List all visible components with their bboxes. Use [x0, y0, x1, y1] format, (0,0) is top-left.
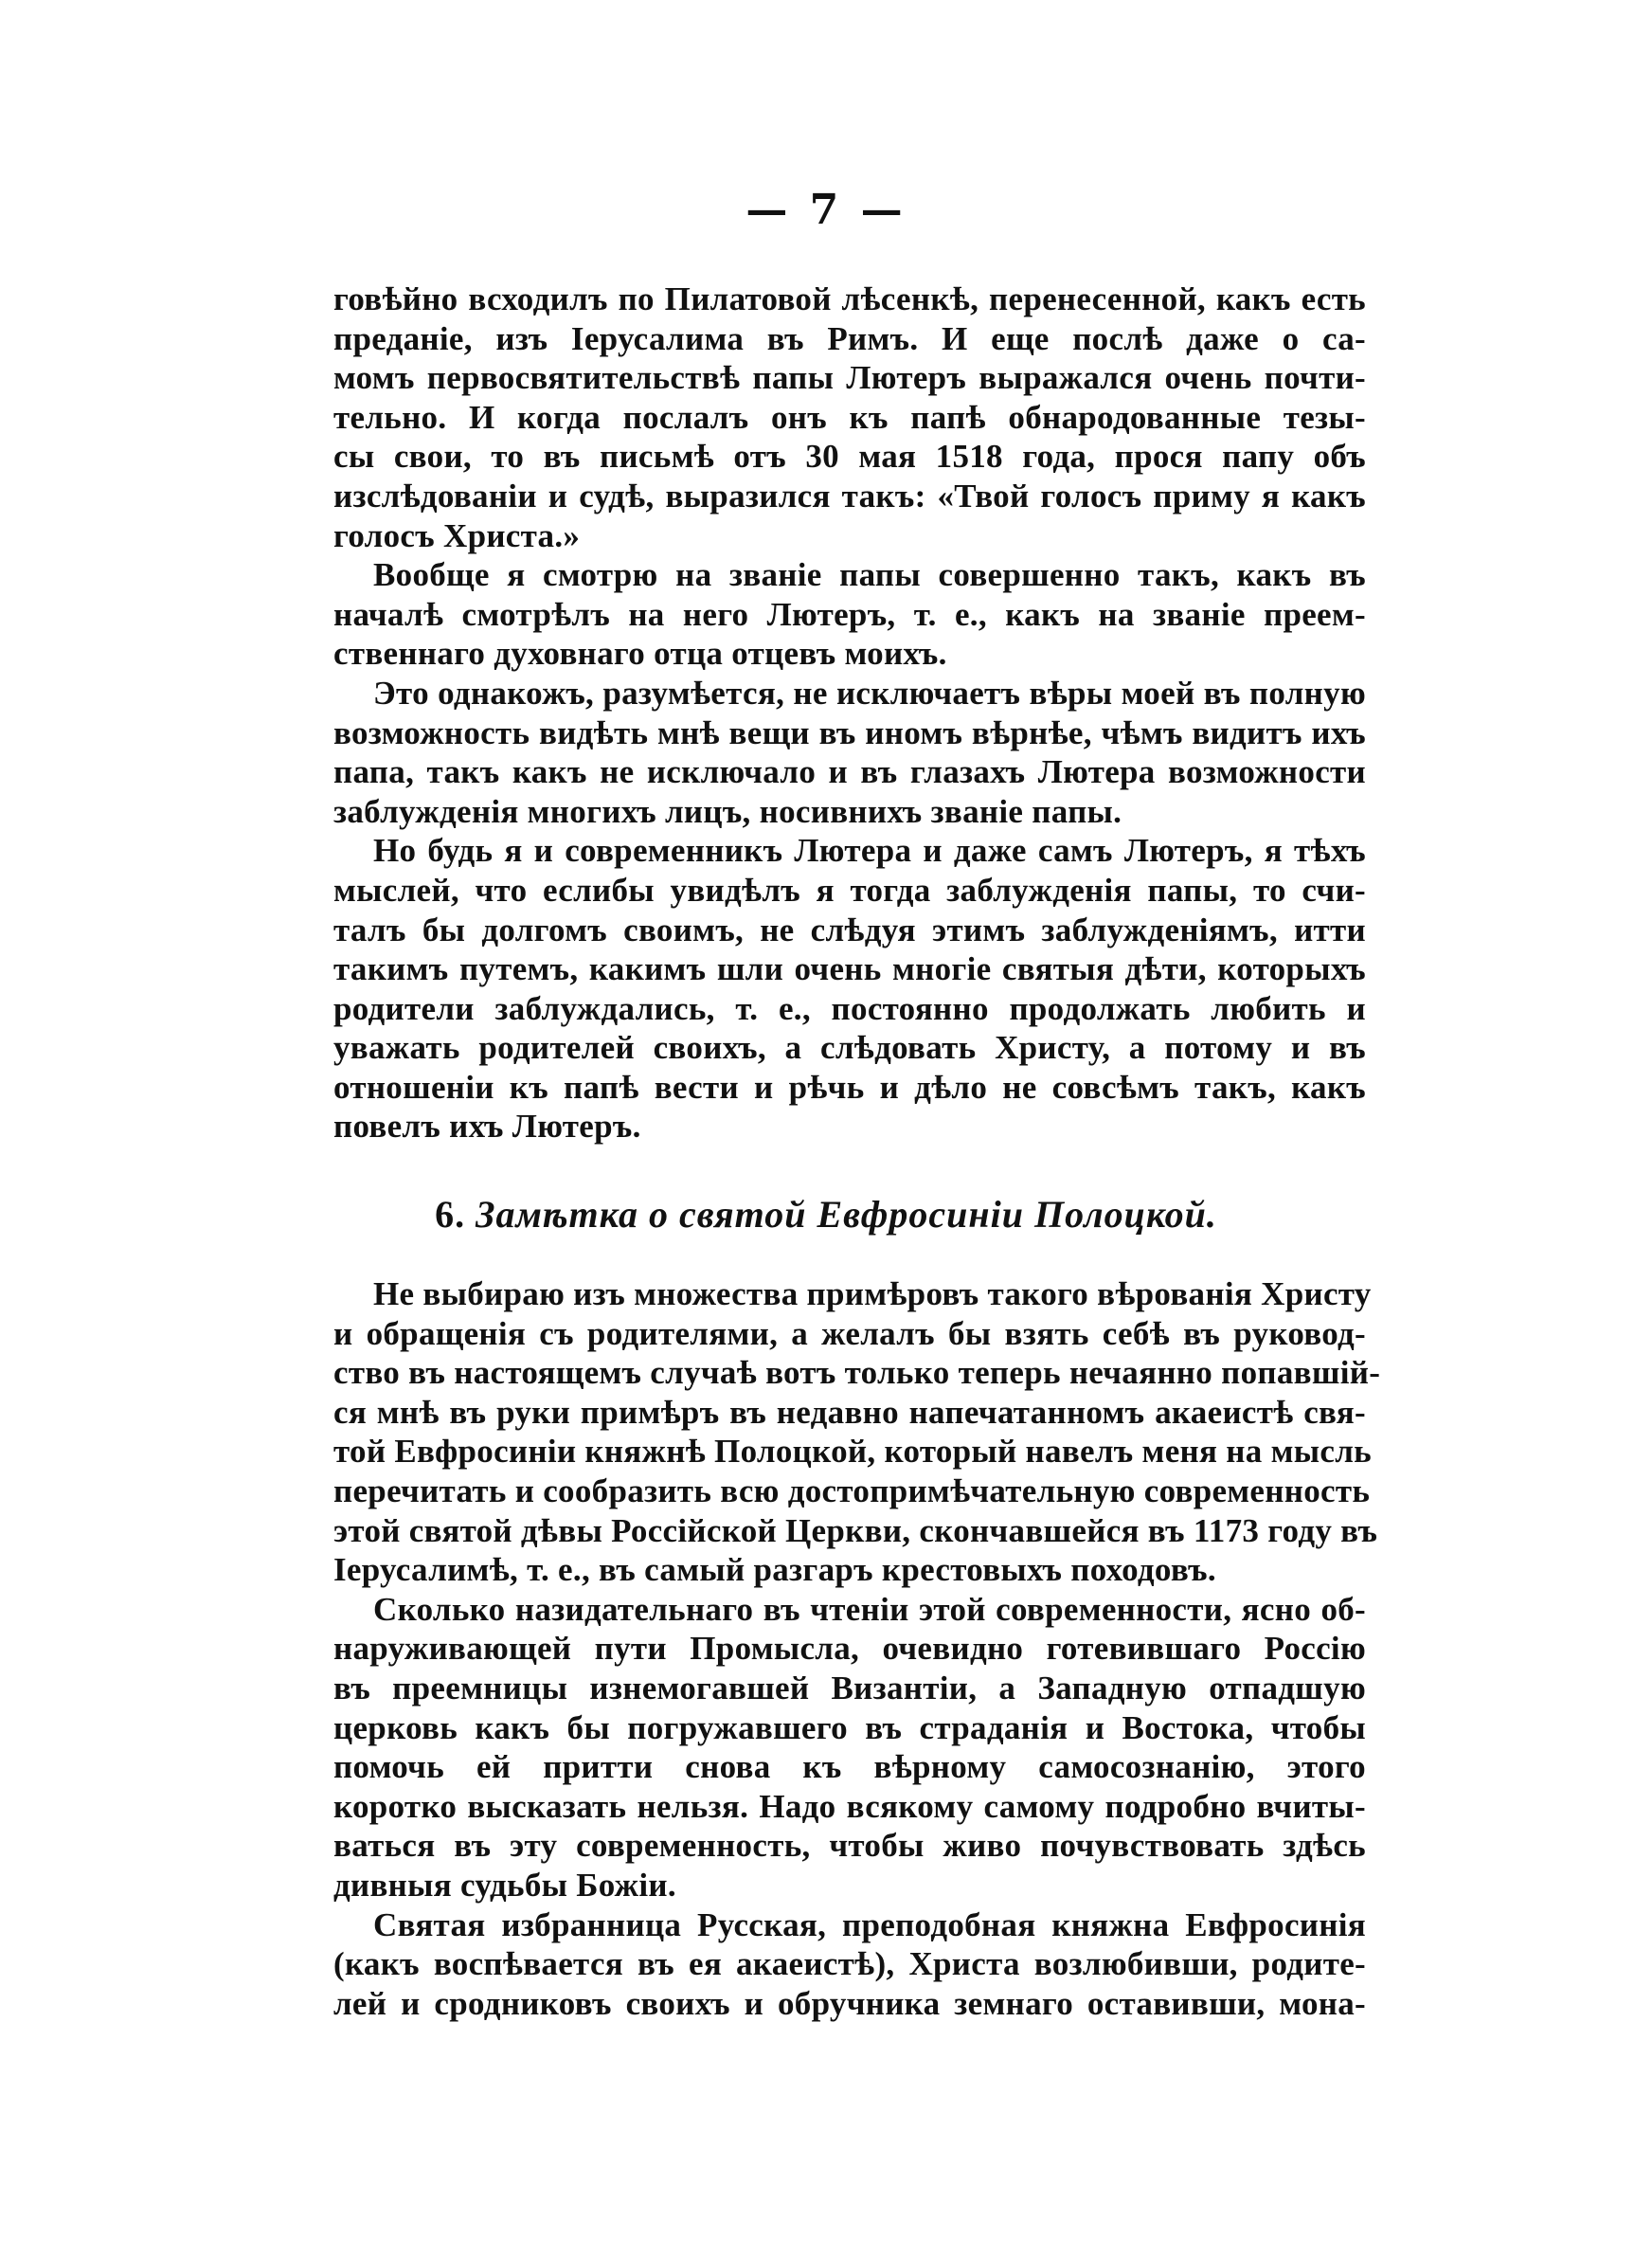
text-line: родители заблуждались, т. е., постоянно продолжать любить и [333, 989, 1366, 1027]
text-line: той Евфросиніи княжнѣ Полоцкой, который навелъ меня на мысль [333, 1433, 1372, 1471]
text-line: Вообще я смотрю на званіе папы совершенно такъ, какъ въ [373, 556, 1366, 594]
section-heading [0, 1192, 1652, 1237]
text-line: тельно. И когда послалъ онъ къ папѣ обнародованные тезы- [333, 398, 1366, 436]
section-title: Замѣтка о святой Евфросиніи Полоцкой. [476, 1193, 1217, 1236]
text-line: заблужденія многихъ лицъ, носивнихъ званіе папы. [333, 792, 1122, 830]
text-line: помочь ей притти снова къ вѣрному самосознанію, этого [333, 1748, 1366, 1786]
text-line: дивныя судьбы Божіи. [333, 1866, 676, 1904]
text-line: сы свои, то въ письмѣ отъ 30 мая 1518 года, прося папу объ [333, 438, 1366, 476]
text-line: повелъ ихъ Лютеръ. [333, 1108, 641, 1146]
text-line: изслѣдованіи и судѣ, выразился такъ: «Твой голосъ приму я какъ [333, 477, 1366, 515]
text-line: наруживающей пути Промысла, очевидно готевившаго Россію [333, 1630, 1366, 1668]
text-line: ство въ настоящемъ случаѣ вотъ только теперь нечаянно попавшій- [333, 1354, 1381, 1392]
text-line: уважать родителей своихъ, а слѣдовать Христу, а потому и въ [333, 1029, 1366, 1067]
text-line: и обращенія съ родителями, а желалъ бы взять себѣ въ руковод- [333, 1314, 1366, 1352]
text-line: Сколько назидательнаго въ чтеніи этой современности, ясно об- [373, 1590, 1366, 1628]
text-line: ваться въ эту современность, чтобы живо почувствовать здѣсь [333, 1827, 1366, 1865]
text-line: отношеніи къ папѣ вести и рѣчь и дѣло не совсѣмъ такъ, какъ [333, 1068, 1366, 1106]
text-block-bottom [333, 1274, 1381, 2023]
text-line: ственнаго духовнаго отца отцевъ моихъ. [333, 635, 947, 673]
text-line: въ преемницы изнемогавшей Византіи, а Западную отпадшую [333, 1669, 1366, 1706]
text-line: церковь какъ бы погружавшего въ страданія и Востока, чтобы [333, 1708, 1366, 1746]
text-line: говѣйно всходилъ по Пилатовой лѣсенкѣ, перенесенной, какъ есть [333, 280, 1366, 317]
text-line: момъ первосвятительствѣ папы Лютеръ выражался очень почти- [333, 359, 1366, 397]
text-line: папа, такъ какъ не исключало и въ глазахъ Лютера возможности [333, 753, 1366, 791]
text-line: Іерусалимѣ, т. е., въ самый разгаръ крестовыхъ походовъ. [333, 1551, 1216, 1589]
text-line: коротко высказать нельзя. Надо всякому самому подробно вчиты- [333, 1787, 1366, 1825]
text-line: преданіе, изъ Іерусалима въ Римъ. И еще послѣ даже о са- [333, 319, 1366, 357]
text-line: перечитать и сообразить всю достопримѣчательную современность [333, 1472, 1371, 1509]
text-line: мыслей, что еслибы увидѣлъ я тогда заблужденія папы, то счи- [333, 871, 1366, 909]
text-line: Святая избранница Русская, преподобная княжна Евфросинія [373, 1905, 1366, 1943]
text-line: возможность видѣть мнѣ вещи въ иномъ вѣрнѣе, чѣмъ видитъ ихъ [333, 713, 1366, 751]
page-number: — 7 — [745, 186, 907, 234]
text-line: такимъ путемъ, какимъ шли очень многіе святыя дѣти, которыхъ [333, 950, 1366, 988]
text-line: (какъ воспѣвается въ ея акаеистѣ), Христа возлюбивши, родите- [333, 1945, 1366, 1983]
text-line: Не выбираю изъ множества примѣровъ такого вѣрованія Христу [373, 1275, 1372, 1312]
text-line: Но будь я и современникъ Лютера и даже самъ Лютеръ, я тѣхъ [373, 832, 1366, 870]
text-block-top [333, 280, 1366, 1147]
text-line: Это однакожъ, разумѣется, не исключаетъ вѣры моей въ полную [373, 674, 1366, 712]
section-number: 6. [435, 1193, 466, 1236]
text-line: талъ бы долгомъ своимъ, не слѣдуя этимъ заблужденіямъ, итти [333, 911, 1366, 948]
text-line: ся мнѣ въ руки примѣръ въ недавно напечатанномъ акаеистѣ свя- [333, 1393, 1366, 1431]
text-line: началѣ смотрѣлъ на него Лютеръ, т. е., какъ на званіе преем- [333, 595, 1366, 633]
text-line: этой святой дѣвы Россійской Церкви, скончавшейся въ 1173 году въ [333, 1511, 1378, 1549]
text-line: голосъ Христа.» [333, 516, 581, 554]
text-line: лей и сродниковъ своихъ и обручника земнаго оставивши, мона- [333, 1984, 1366, 2022]
